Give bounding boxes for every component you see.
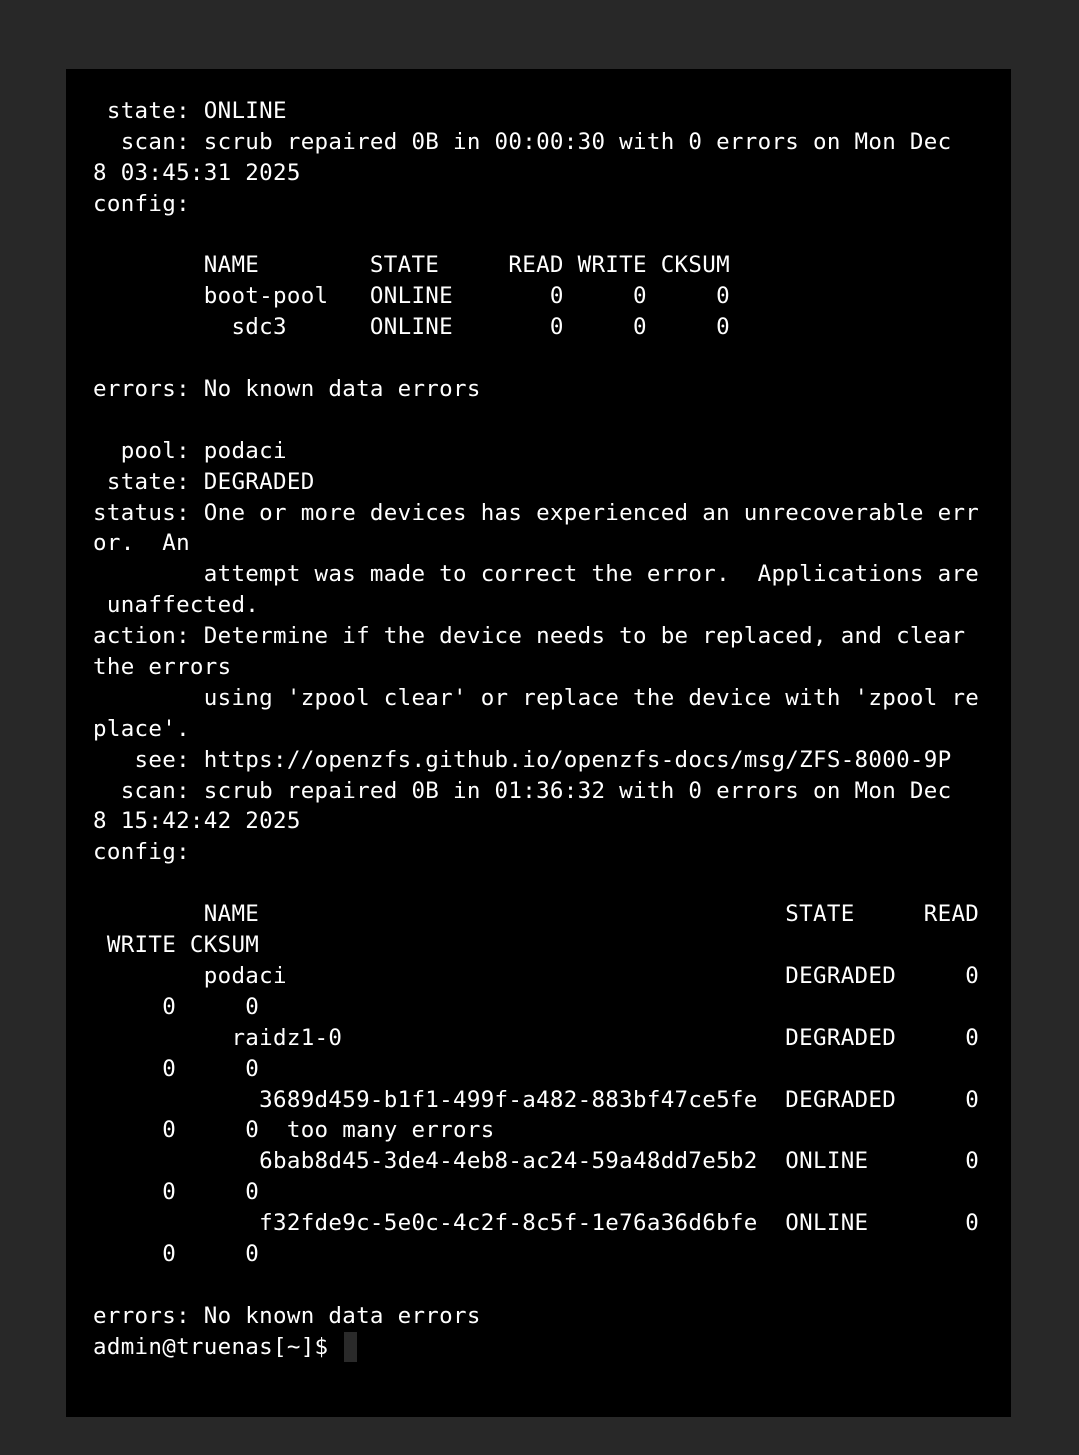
terminal-line: status: One or more devices has experienced an unrecoverable err <box>93 499 980 526</box>
terminal-line: state: ONLINE <box>93 98 287 124</box>
terminal-line: pool: podaci <box>93 437 287 464</box>
terminal-line <box>93 405 1011 436</box>
terminal-line: state: DEGRADED <box>93 468 315 495</box>
terminal-line: errors: No known data errors <box>93 1302 481 1329</box>
terminal-window[interactable] <box>66 69 1011 1417</box>
terminal-line: see: https://openzfs.github.io/openzfs-docs/msg/ZFS-8000-9P <box>93 746 952 773</box>
terminal-line: config: <box>93 839 190 866</box>
terminal-line: 0 0 too many errors <box>93 1117 495 1144</box>
terminal-line: 0 0 <box>93 993 260 1020</box>
terminal-line: the errors <box>93 654 232 681</box>
terminal-line: podaci DEGRADED 0 <box>93 962 980 989</box>
text-cursor[interactable] <box>344 1332 357 1362</box>
terminal-line: sdc3 ONLINE 0 0 0 <box>93 314 730 341</box>
terminal-line: WRITE CKSUM <box>93 932 260 959</box>
shell-prompt: admin@truenas[~]$ <box>93 1333 343 1360</box>
terminal-line: 0 0 <box>93 1240 260 1267</box>
terminal-line: 0 0 <box>93 1179 260 1206</box>
terminal-line: NAME STATE READ <box>93 901 980 928</box>
terminal-line: errors: No known data errors <box>93 376 481 403</box>
terminal-line: config: <box>93 190 190 217</box>
terminal-line: boot-pool ONLINE 0 0 0 <box>93 283 730 310</box>
terminal-line <box>93 343 1011 374</box>
terminal-line: NAME STATE READ WRITE CKSUM <box>93 252 730 279</box>
terminal-line: scan: scrub repaired 0B in 00:00:30 with 0 errors on Mon Dec <box>93 128 952 155</box>
terminal-line: unaffected. <box>93 592 260 619</box>
terminal-line: 8 15:42:42 2025 <box>93 808 301 835</box>
terminal-line: 0 0 <box>93 1055 260 1082</box>
terminal-line: 6bab8d45-3de4-4eb8-ac24-59a48dd7e5b2 ONLINE 0 <box>93 1148 980 1175</box>
command-prompt-line[interactable] <box>93 1332 1011 1363</box>
terminal-line <box>93 1270 1011 1301</box>
terminal-line <box>93 220 1011 251</box>
terminal-line: action: Determine if the device needs to be replaced, and clear <box>93 623 966 650</box>
terminal-line: attempt was made to correct the error. Applications are <box>93 561 980 588</box>
terminal-line: raidz1-0 DEGRADED 0 <box>93 1024 980 1051</box>
terminal-line <box>93 868 1011 899</box>
terminal-line: place'. <box>93 715 190 742</box>
terminal-line: 8 03:45:31 2025 <box>93 159 301 186</box>
terminal-line: or. An <box>93 530 190 557</box>
terminal-line: 3689d459-b1f1-499f-a482-883bf47ce5fe DEGRADED 0 <box>93 1086 980 1113</box>
terminal-line: using 'zpool clear' or replace the device with 'zpool re <box>93 684 980 711</box>
terminal-line: scan: scrub repaired 0B in 01:36:32 with 0 errors on Mon Dec <box>93 777 952 804</box>
terminal-line: f32fde9c-5e0c-4c2f-8c5f-1e76a36d6bfe ONLINE 0 <box>93 1210 980 1237</box>
